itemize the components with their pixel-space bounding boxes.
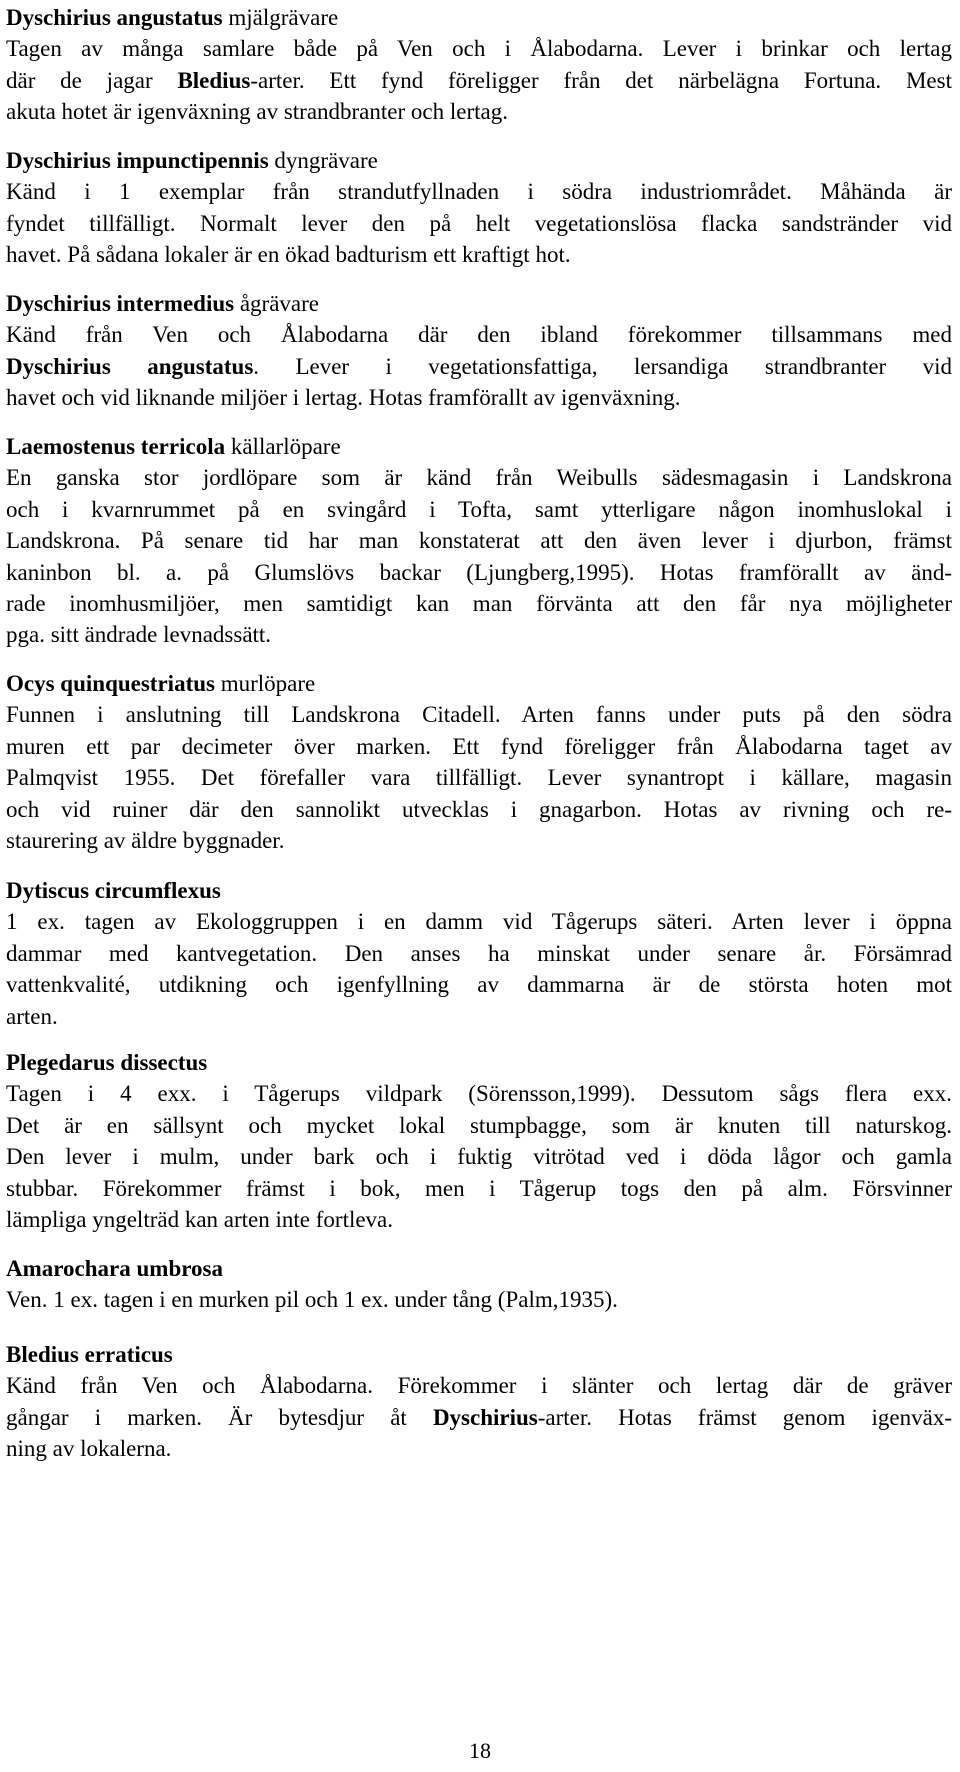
text-run: havet. På sådana lokaler är en ökad badturism ett kraftigt hot. [6, 242, 571, 268]
entry-text-line [6, 351, 952, 382]
text-run: havet och vid liknande miljöer i lertag. Hotas framförallt av igenväxning. [6, 385, 681, 411]
text-run: Landskrona. På senare tid har man konstaterat att den även lever i djurbon, främst [6, 528, 952, 554]
text-run: pga. sitt ändrade levnadssätt. [6, 622, 272, 648]
text-run: staurering av äldre byggnader. [6, 828, 285, 854]
entry-text-line [6, 208, 952, 239]
text-run: och vid ruiner där den sannolikt utvecklas i gnagarbon. Hotas av rivning och re- [6, 796, 952, 822]
entry-text-line [6, 969, 952, 1000]
entry-text-line [6, 1402, 952, 1433]
entry-text-line [6, 1433, 952, 1464]
scientific-name: Bledius erraticus [6, 1342, 173, 1367]
text-run: akuta hotet är igenväxning av strandbranter och lertag. [6, 99, 508, 125]
entry-text-line [6, 176, 952, 207]
text-run: Känd från Ven och Ålabodarna där den ibland förekommer tillsammans med [6, 322, 952, 348]
species-entry [6, 1047, 952, 1235]
species-heading [6, 288, 952, 319]
species-heading [6, 1339, 952, 1370]
entry-text-line [6, 96, 952, 127]
entry-text-line [6, 1110, 952, 1141]
entry-text-line [6, 938, 952, 969]
text-run: stubbar. Förekommer främst i bok, men i Tågerup togs den på alm. Försvinner [6, 1175, 952, 1201]
species-entry [6, 431, 952, 651]
species-heading [6, 2, 952, 33]
entry-text-line [6, 319, 952, 350]
species-entry [6, 668, 952, 856]
entry-text-line [6, 825, 952, 856]
text-run: 1 ex. tagen av Ekologgruppen i en damm vid Tågerups säteri. Arten lever i öppna [6, 909, 952, 935]
scientific-name: Plegedarus dissectus [6, 1050, 208, 1075]
scientific-name: Dyschirius intermedius [6, 291, 235, 316]
text-run: Funnen i anslutning till Landskrona Citadell. Arten fanns under puts på den södra [6, 702, 952, 728]
entry-text-line [6, 33, 952, 64]
text-run: vattenkvalité, utdikning och igenfyllning av dammarna är de största hoten mot [6, 972, 952, 998]
page-number: 18 [469, 1738, 491, 1763]
entry-text-line [6, 699, 952, 730]
text-run: -arter. Hotas främst genom igenväx- [537, 1404, 953, 1430]
scientific-name: Dytiscus circumflexus [6, 878, 221, 903]
scientific-name: Laemostenus terricola [6, 434, 226, 459]
entry-text-line [6, 494, 952, 525]
text-run: muren ett par decimeter över marken. Ett fynd föreligger från Ålabodarna taget av [6, 733, 952, 759]
entry-text-line [6, 1284, 952, 1315]
text-run: Palmqvist 1955. Det förefaller vara tillfälligt. Lever synantropt i källare, magasin [6, 765, 952, 791]
species-entry [6, 875, 952, 1032]
scientific-name: Dyschirius angustatus [6, 5, 223, 30]
species-heading [6, 431, 952, 462]
scientific-name: Dyschirius angustatus [6, 353, 254, 379]
entry-text-line [6, 1141, 952, 1172]
text-run: kaninbon bl. a. på Glumslövs backar (Ljungberg,1995). Hotas framförallt av änd- [6, 559, 952, 585]
entry-text-line [6, 794, 952, 825]
species-entry [6, 288, 952, 414]
entry-text-line [6, 239, 952, 270]
entry-text-line [6, 382, 952, 413]
species-entry [6, 1253, 952, 1316]
text-run: där de jagar [6, 67, 178, 93]
text-run: och i kvarnrummet på en svingård i Tofta, samt ytterligare någon inomhuslokal i [6, 496, 952, 522]
entry-text-line [6, 1001, 952, 1032]
text-run: Tagen i 4 exx. i Tågerups vildpark (Sörensson,1999). Dessutom sågs flera exx. [6, 1081, 952, 1107]
entry-text-line [6, 588, 952, 619]
text-run: Känd från Ven och Ålabodarna. Förekommer i slänter och lertag där de gräver [6, 1373, 952, 1399]
text-run: rade inomhusmiljöer, men samtidigt kan man förvänta att den får nya möjligheter [6, 591, 952, 617]
text-run: Känd i 1 exemplar från strandutfyllnaden i södra industriområdet. Måhända är [6, 179, 952, 205]
common-name: mjälgrävare [222, 5, 339, 30]
text-run: ning av lokalerna. [6, 1436, 172, 1462]
entry-text-line [6, 1204, 952, 1235]
text-run: Den lever i mulm, under bark och i fuktig vitrötad ved i döda lågor och gamla [6, 1144, 952, 1170]
species-entry [6, 2, 952, 128]
species-entry [6, 145, 952, 271]
text-run: arten. [6, 1003, 58, 1029]
entry-text-line [6, 462, 952, 493]
species-heading [6, 145, 952, 176]
text-run: En ganska stor jordlöpare som är känd från Weibulls sädesmagasin i Landskrona [6, 465, 952, 491]
text-run: gångar i marken. Är bytesdjur åt [6, 1404, 433, 1430]
scientific-name: Bledius [177, 67, 251, 93]
species-heading [6, 875, 952, 906]
species-heading [6, 1253, 952, 1284]
entry-text-line [6, 906, 952, 937]
entry-text-line [6, 619, 952, 650]
common-name: ågrävare [234, 291, 319, 316]
text-run: fyndet tillfälligt. Normalt lever den på helt vegetationslösa flacka sandstränder vid [6, 210, 952, 236]
scientific-name: Ocys quinquestriatus [6, 671, 215, 696]
scientific-name: Amarochara umbrosa [6, 1256, 224, 1281]
common-name: dyngrävare [268, 148, 378, 173]
entry-text-line [6, 762, 952, 793]
entry-text-line [6, 65, 952, 96]
text-run: Ven. 1 ex. tagen i en murken pil och 1 ex. under tång (Palm,1935). [6, 1287, 618, 1313]
entry-text-line [6, 1173, 952, 1204]
text-run: Tagen av många samlare både på Ven och i Ålabodarna. Lever i brinkar och lertag [6, 36, 952, 62]
text-run: . Lever i vegetationsfattiga, lersandiga strandbranter vid [253, 353, 952, 379]
species-entry [6, 1339, 952, 1465]
common-name: murlöpare [214, 671, 316, 696]
entry-text-line [6, 1370, 952, 1401]
common-name: källarlöpare [225, 434, 341, 459]
text-run: dammar med kantvegetation. Den anses ha minskat under senare år. Försämrad [6, 940, 952, 966]
text-run: -arter. Ett fynd föreligger från det närbelägna Fortuna. Mest [250, 67, 952, 93]
scientific-name: Dyschirius [432, 1404, 538, 1430]
entry-text-line [6, 731, 952, 762]
entry-text-line [6, 557, 952, 588]
species-heading [6, 668, 952, 699]
entry-text-line [6, 525, 952, 556]
entry-text-line [6, 1078, 952, 1109]
text-run: Det är en sällsynt och mycket lokal stumpbagge, som är knuten till naturskog. [6, 1112, 952, 1138]
scientific-name: Dyschirius impunctipennis [6, 148, 269, 173]
text-run: lämpliga yngelträd kan arten inte fortleva. [6, 1207, 394, 1233]
species-heading [6, 1047, 952, 1078]
